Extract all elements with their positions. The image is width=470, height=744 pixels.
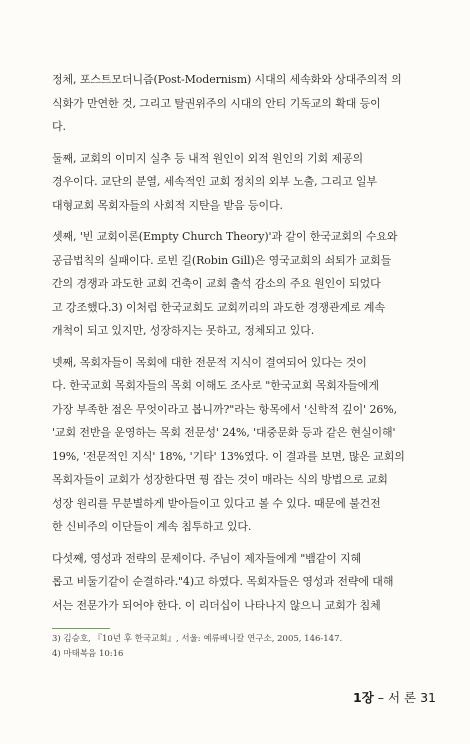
folio-separator: –	[373, 690, 388, 705]
folio-chapter: 1장	[353, 690, 374, 705]
folio-section: 서 론	[387, 690, 417, 705]
text-line: 성장 원리를 무분별하게 받아들이고 있다고 볼 수 있다. 때문에 불건전	[52, 496, 381, 510]
text-line: 공급법칙의 실패이다. 로빈 길(Robin Gill)은 영국교회의 쇠퇴가 교회들	[52, 253, 392, 267]
footnote-divider	[52, 628, 110, 629]
paragraph-intro-continuation	[52, 68, 436, 139]
text-line: 한 신비주의 이단들이 계속 침투하고 있다.	[52, 520, 252, 533]
text-line: 서는 전문가가 되어야 한다. 이 리더십이 나타나지 않으니 교회가 침체	[52, 598, 381, 612]
text-line: 경우이다. 교단의 분열, 세속적인 교회 정치의 외부 노출, 그리고 일부	[52, 175, 377, 188]
text-line: 넷째, 목회자들이 목회에 대한 전문적 지식이 결여되어 있다는 것이	[52, 355, 367, 369]
text-line: 셋째, '빈 교회이론(Empty Church Theory)'과 같이 한국교회의 수요와	[52, 230, 398, 243]
text-line: 고 강조했다.3) 이처럼 한국교회도 교회끼리의 과도한 경쟁관계로 계속	[52, 300, 385, 314]
paragraph-second	[52, 147, 436, 218]
text-line: 둘째, 교회의 이미지 실추 등 내적 원인이 외적 원인의 기회 제공의	[52, 151, 364, 165]
text-line: 개척이 되고 있지만, 성장하지는 못하고, 정체되고 있다.	[52, 324, 315, 337]
text-line: 다섯째, 영성과 전략의 문제이다. 주님이 제자들에게 "뱀같이 지혜	[52, 551, 362, 565]
text-line: 정체, 포스트모더니즘(Post-Modernism) 시대의 세속화와 상대주의적 의	[52, 73, 402, 86]
footnotes	[52, 632, 432, 662]
body-text	[52, 68, 436, 617]
text-line: 다. 한국교회 목회자들의 목회 이해도 조사로 "한국교회 목회자들에게	[52, 379, 379, 392]
text-line: 식화가 만연한 것, 그리고 탈권위주의 시대의 안티 기독교의 확대 등이	[52, 96, 381, 110]
text-line: 간의 경쟁과 과도한 교회 건축이 교회 출석 감소의 주요 원인이 되었다	[52, 277, 381, 290]
paragraph-fifth	[52, 547, 436, 618]
footnote-3: 3) 김승호, 『10년 후 한국교회』, 서울: 예류베니칼 연구소, 2005, 146-147.	[52, 634, 343, 644]
text-line: 대형교회 목회자들의 사회적 지탄을 받음 등이다.	[52, 198, 283, 212]
text-line: '교회 전반을 운영하는 목회 전문성' 24%, '대중문화 등과 같은 현실이해'	[52, 426, 396, 439]
text-line: 19%, '전문적인 지식' 18%, '기타' 13%였다. 이 결과를 보면, 많은 교회의	[52, 449, 405, 463]
text-line: 다.	[52, 120, 66, 133]
paragraph-third	[52, 225, 436, 343]
page-folio	[353, 688, 436, 706]
text-line: 가장 부족한 점은 무엇이라고 봅니까?"라는 항목에서 '신학적 깊이' 26%,	[52, 402, 397, 416]
text-line: 목회자들이 교회가 성장한다면 꿩 잡는 것이 매라는 식의 방법으로 교회	[52, 473, 388, 486]
text-line: 롭고 비둘기같이 순결하라."4)고 하였다. 목회자들은 영성과 전략에 대해	[52, 575, 394, 588]
paragraph-fourth	[52, 351, 436, 539]
footnote-4: 4) 마태복음 10:16	[52, 649, 124, 659]
page-number: 31	[420, 690, 436, 705]
